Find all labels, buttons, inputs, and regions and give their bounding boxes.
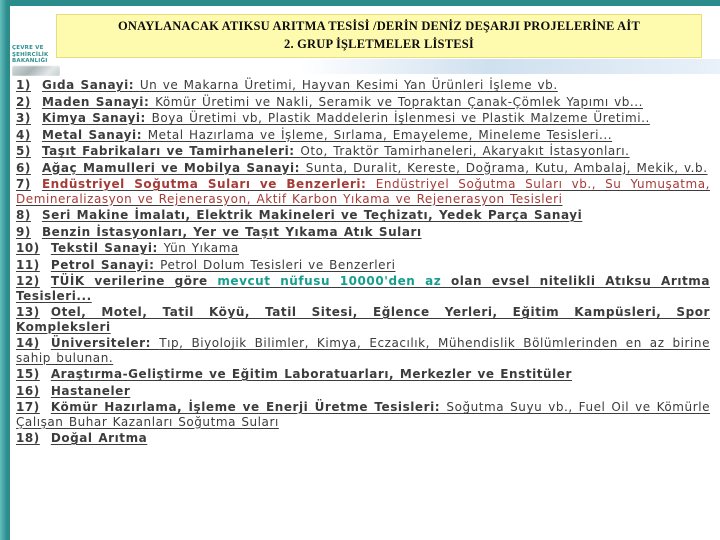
item-number: 14) — [16, 336, 40, 350]
item-text: Yün Yıkama — [163, 241, 239, 255]
item-text: Üniversiteler: — [50, 336, 160, 350]
ministry-logo — [12, 45, 60, 76]
item-text: Otel, Motel, Tatil Köyü, Tatil Sitesi, Eğlence Yerleri, Eğitim Kampüsleri, Spor Kompleksleri — [16, 305, 710, 334]
item-text: Tekstil Sanayi: — [50, 241, 164, 255]
list-item — [16, 241, 710, 256]
item-text: Soğutma Suyu vb., Fuel Oil ve Kömürle Çalışan Buhar Kazanları Soğutma Suları — [16, 400, 711, 429]
item-text: Ağaç Mamulleri ve Mobilya Sanayi: — [41, 160, 306, 175]
list-item — [16, 274, 710, 303]
item-number: 12) — [16, 274, 40, 288]
list-item — [16, 78, 710, 93]
decorative-left-accent-bar — [0, 0, 10, 540]
list-item — [16, 258, 710, 273]
item-text: Gıda Sanayi: — [41, 78, 140, 92]
item-text: Kömür Hazırlama, İşleme ve Enerji Üretme Tesisleri: — [50, 400, 447, 414]
item-number: 4) — [16, 127, 31, 142]
item-text: Oto, Traktör Tamirhaneleri, Akaryakıt İstasyonları. — [300, 144, 630, 158]
list-item — [16, 128, 710, 143]
item-text: Seri Makine İmalatı, Elektrik Makineleri ve Teçhizatı, Yedek Parça Sanayi — [41, 208, 583, 222]
item-text: Kimya Sanayi: — [41, 111, 152, 125]
item-text: TÜİK verilerine göre — [50, 274, 218, 288]
list-item — [16, 144, 710, 159]
item-text: Doğal Arıtma — [50, 431, 148, 445]
decorative-blue-band — [300, 59, 720, 74]
item-number: 3) — [16, 111, 31, 125]
title-box — [56, 14, 702, 58]
item-number: 13) — [16, 305, 40, 319]
item-text: Endüstriyel Soğutma Suları ve Benzerleri: — [41, 177, 376, 191]
title-line-2: 2. GRUP İŞLETMELER LİSTESİ — [284, 37, 474, 51]
item-text: Taşıt Fabrikaları ve Tamirhaneleri: — [41, 144, 301, 158]
item-number: 5) — [16, 144, 31, 158]
list-item — [16, 400, 710, 429]
list-item — [16, 336, 710, 365]
list-item — [16, 177, 710, 206]
item-text: Boya Üretimi vb, Plastik Maddelerin İşlenmesi ve Plastik Malzeme Üretimi.. — [151, 111, 650, 125]
item-number: 16) — [16, 383, 40, 398]
item-number: 15) — [16, 367, 40, 381]
item-text: Metal Sanayi: — [41, 127, 148, 142]
item-number: 10) — [16, 241, 40, 255]
list-item — [16, 367, 710, 382]
item-text: Tıp, Biyolojik Bilimler, Kimya, Eczacılık, Mühendislik Bölümlerinden en az birine sahip bulunan. — [16, 336, 710, 365]
decorative-top-bar — [0, 0, 720, 6]
item-text: Petrol Sanayi: — [50, 257, 161, 272]
item-text: olan evsel nitelikli Atıksu Arıtma Tesisleri... — [16, 274, 710, 303]
list-item — [16, 431, 710, 446]
item-text: Araştırma-Geliştirme ve Eğitim Laboratuarları, Merkezler ve Enstitüler — [50, 367, 572, 381]
item-text: Un ve Makarna Üretimi, Hayvan Kesimi Yan Ürünleri İşleme vb. — [139, 78, 558, 92]
item-number: 7) — [16, 177, 31, 191]
title-line-1: ONAYLANACAK ATIKSU ARITMA TESİSİ /DERİN DENİZ DEŞARJI PROJELERİNE AİT — [117, 19, 641, 34]
list-item — [16, 384, 710, 399]
operations-list — [16, 78, 710, 448]
item-text: Benzin İstasyonları, Yer ve Taşıt Yıkama Atık Suları — [41, 224, 422, 239]
list-item — [16, 305, 710, 334]
ministry-logo-emblem — [12, 66, 60, 76]
item-number: 1) — [16, 78, 31, 92]
item-number: 9) — [16, 224, 31, 239]
list-item — [16, 225, 710, 240]
item-number: 6) — [16, 160, 31, 175]
list-item — [16, 95, 710, 110]
item-text: Hastaneler — [50, 383, 131, 398]
item-text: Sunta, Duralit, Kereste, Doğrama, Kutu, Ambalaj, Mekik, v.b. — [305, 160, 708, 175]
item-text: Endüstriyel Soğutma Suları vb., Su Yumuşatma, Demineralizasyon ve Rejenerasyon, Aktif Karbon Yıkama ve Rejenerasyon Tesisleri — [16, 177, 710, 206]
item-text: Maden Sanayi: — [41, 94, 156, 109]
item-number: 8) — [16, 208, 31, 222]
item-number: 18) — [16, 431, 40, 445]
item-text: Metal Hazırlama ve İşleme, Sırlama, Emayeleme, Mineleme Tesisleri... — [147, 127, 613, 142]
list-item — [16, 161, 710, 176]
item-number: 11) — [16, 257, 40, 272]
list-item — [16, 111, 710, 126]
list-item — [16, 208, 710, 223]
item-number: 2) — [16, 94, 31, 109]
item-text: Petrol Dolum Tesisleri ve Benzerleri — [160, 257, 396, 272]
item-text: Kömür Üretimi ve Nakli, Seramik ve Topraktan Çanak-Çömlek Yapımı vb... — [155, 94, 643, 109]
item-text: mevcut nüfusu 10000'den az — [217, 274, 451, 288]
ministry-logo-text: ÇEVRE VE ŞEHİRCİLİK BAKANLIĞI — [12, 45, 49, 65]
item-number: 17) — [16, 400, 40, 414]
